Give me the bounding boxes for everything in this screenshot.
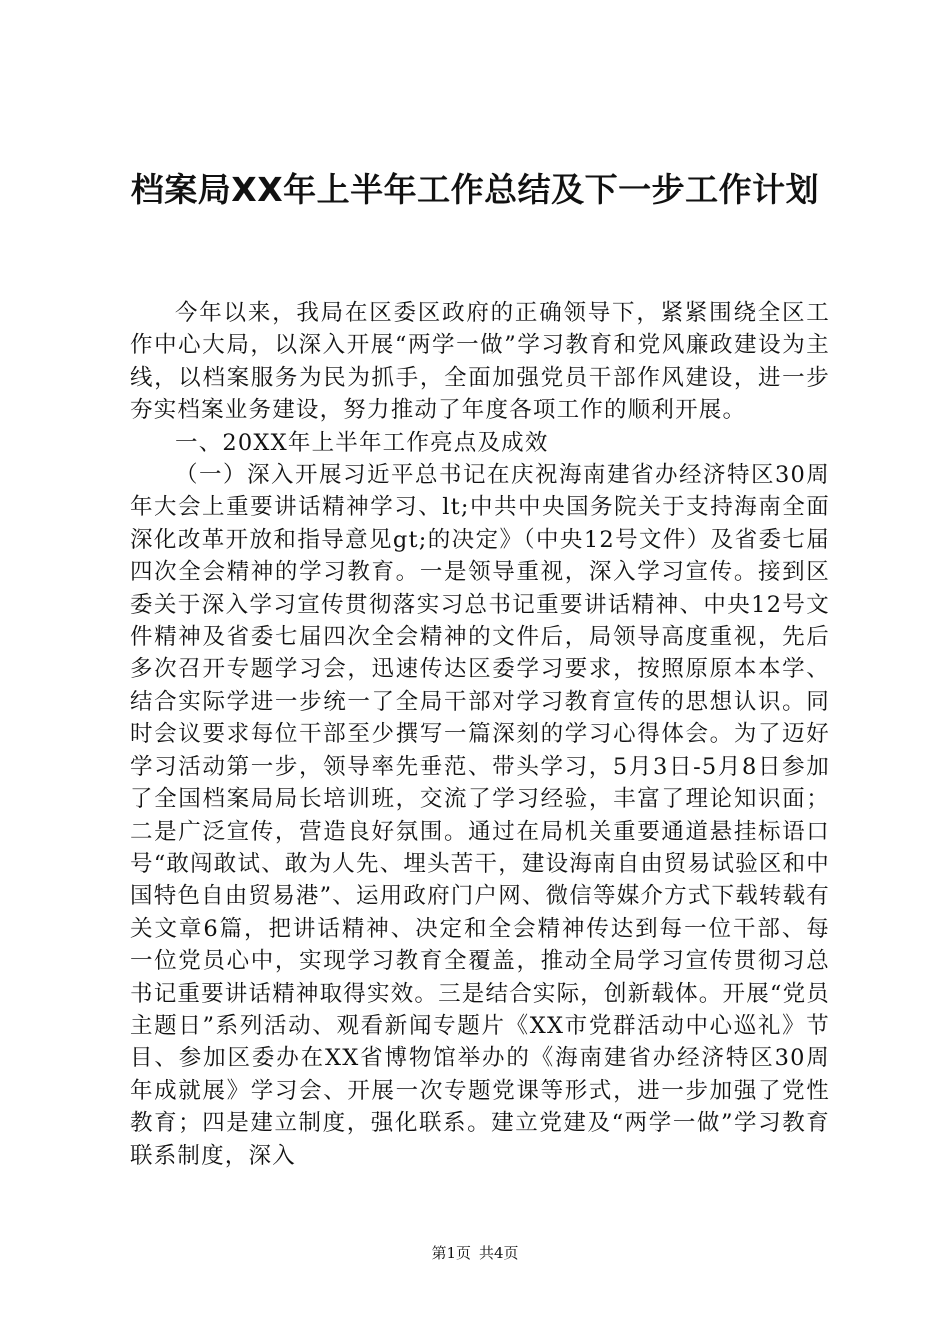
intro-paragraph: 今年以来，我局在区委区政府的正确领导下，紧紧围绕全区工作中心大局，以深入开展“两学一做”学习教育和党风廉政建设为主线，以档案服务为民为抓手，全面加强党员干部作风建设，进一步夯实档案业务建设，努力推动了年度各项工作的顺利开展。 (130, 300, 830, 424)
page-number: 第1页 (431, 1244, 471, 1262)
document-body (130, 297, 830, 1172)
page-total: 共4页 (479, 1244, 519, 1262)
page-footer (0, 1243, 950, 1263)
document-title: 档案局XX年上半年工作总结及下一步工作计划 (130, 170, 820, 209)
section-heading: 一、20XX年上半年工作亮点及成效 (175, 429, 549, 456)
body-paragraph: （一）深入开展习近平总书记在庆祝海南建省办经济特区30周年大会上重要讲话精神学习、lt;中共中央国务院关于支持海南全面深化改革开放和指导意见gt;的决定》（中央12号文件）及省委七届四次全会精神的学习教育。一是领导重视，深入学习宣传。接到区委关于深入学习宣传贯彻落实习总书记重要讲话精神、中央12号文件精神及省委七届四次全会精神的文件后，局领导高度重视，先后多次召开专题学习会，迅速传达区委学习要求，按照原原本本学、结合实际学进一步统一了全局干部对学习教育宣传的思想认识。同时会议要求每位干部至少撰写一篇深刻的学习心得体会。为了迈好学习活动第一步，领导率先垂范、带头学习，5月3日-5月8日参加了全国档案局局长培训班，交流了学习经验，丰富了理论知识面；二是广泛宣传，营造良好氛围。通过在局机关重要通道悬挂标语口号“敢闯敢试、敢为人先、埋头苦干，建设海南自由贸易试验区和中国特色自由贸易港”、运用政府门户网、微信等媒介方式下载转载有关文章6篇，把讲话精神、决定和全会精神传达到每一位干部、每一位党员心中，实现学习教育全覆盖，推动全局学习宣传贯彻习总书记重要讲话精神取得实效。三是结合实际，创新载体。开展“党员主题日”系列活动、观看新闻专题片《XX市党群活动中心巡礼》节目、参加区委办在XX省博物馆举办的《海南建省办经济特区30周年成就展》学习会、开展一次专题党课等形式，进一步加强了党性教育；四是建立制度，强化联系。建立党建及“两学一做”学习教育联系制度，深入 (130, 462, 831, 1169)
